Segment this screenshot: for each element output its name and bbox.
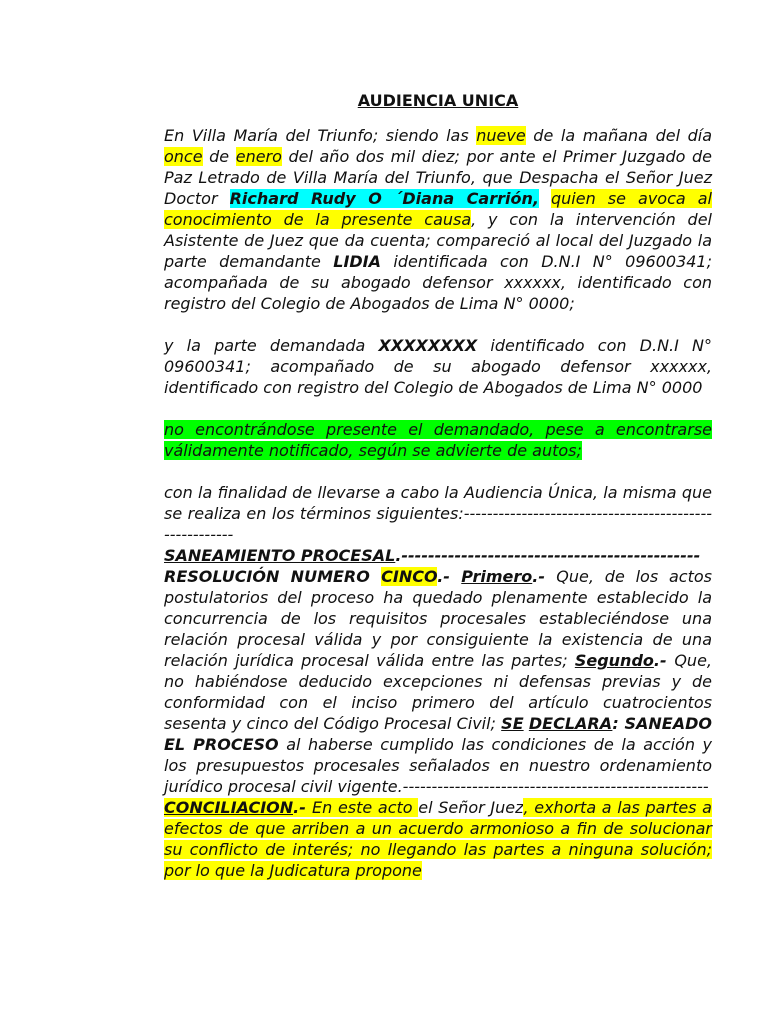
highlight-day: once xyxy=(164,147,203,166)
highlight-text: En este acto xyxy=(312,798,419,817)
paragraph-resolution xyxy=(164,566,712,797)
highlight-judge-name: Richard Rudy O ´Diana Carrión, xyxy=(229,189,539,208)
highlight-avocation: quien se avoca al conocimiento de la presente causa xyxy=(164,189,712,229)
text-run: de la mañana del día xyxy=(525,126,713,145)
paragraph-conciliation xyxy=(164,797,712,881)
heading-saneamiento xyxy=(164,545,712,566)
label-saneado: : SANEADO EL PROCESO xyxy=(164,714,712,754)
text-run: de xyxy=(202,147,236,166)
text-run: y la parte demandada xyxy=(164,336,379,355)
paragraph-opening xyxy=(164,125,712,314)
text-run xyxy=(539,189,551,208)
separator: .- xyxy=(653,651,675,670)
separator: .- xyxy=(532,567,557,586)
defendant-name: XXXXXXXX xyxy=(378,336,478,355)
label-segundo: Segundo xyxy=(574,651,654,670)
paragraph-purpose: con la finalidad de llevarse a cabo la Audiencia Única, la misma que se realiza en los términos siguientes:------------------------------------------------------- xyxy=(164,483,712,544)
paragraph-defendant xyxy=(164,335,712,398)
text-run: del año dos mil diez; por ante el Primer Juzgado de Paz Letrado de Villa María del Triunfo, que Despacha el Señor Juez Doctor xyxy=(164,147,713,208)
text-run: identificado con D.N.I N° 09600341; acompañado de su abogado defensor xxxxxx, identificado con registro del Colegio de Abogados de Lima N° 0000 xyxy=(164,336,713,397)
highlight-resolution-number: CINCO xyxy=(381,567,438,586)
highlight-absence: no encontrándose presente el demandado, pese a encontrarse válidamente notificado, según se advierte de autos; xyxy=(164,420,712,460)
text-run: En Villa María del Triunfo; siendo las xyxy=(164,126,477,145)
text-run: Que, no habiéndose deducido excepciones ni defensas previas y de conformidad con el inciso primero del artículo cuatrocientos sesenta y cinco del Código Procesal Civil; xyxy=(164,651,712,733)
text-run: al haberse cumplido las condiciones de la acción y los presupuestos procesales señalados en nuestro ordenamiento jurídico procesal civil vigente.----------------------------------------------------- xyxy=(164,735,713,796)
highlight-exhortation: , exhorta a las partes a efectos de que arriben a un acuerdo armonioso a fin de solucionar su conflicto de interés; no llegando las partes a ninguna solución; por lo que la Judicatura propone xyxy=(164,798,712,880)
document-page xyxy=(164,90,712,881)
text-run: Que, de los actos postulatorios del proceso ha quedado plenamente establecido la concurrencia de los requisitos procesales estableciéndose una relación procesal válida y por consiguiente la existencia de una relación jurídica procesal válida entre las partes; xyxy=(164,567,712,670)
label-primero: Primero xyxy=(461,567,533,586)
heading-dashes: .--------------------------------------------- xyxy=(395,546,701,565)
heading-saneamiento-label: SANEAMIENTO PROCESAL xyxy=(164,546,396,565)
paragraph-absence xyxy=(164,419,712,461)
plaintiff-name: LIDIA xyxy=(333,252,382,271)
text-run: identificada con D.N.I N° 09600341; acompañada de su abogado defensor xxxxxx, identificado con registro del Colegio de Abogados de Lima N° 0000; xyxy=(164,252,713,313)
highlight-month: enero xyxy=(235,147,282,166)
label-se: SE xyxy=(501,714,524,733)
text-run: el Señor Juez xyxy=(418,798,524,817)
label-declara: DECLARA xyxy=(528,714,613,733)
resolution-label: RESOLUCIÓN NUMERO xyxy=(164,567,382,586)
highlight-hour: nueve xyxy=(476,126,526,145)
text-run: , y con la intervención del Asistente de Juez que da cuenta; compareció al local del Juzgado la parte demandante xyxy=(164,210,713,271)
document-title: AUDIENCIA UNICA xyxy=(357,91,519,110)
separator: .- xyxy=(437,567,462,586)
label-conciliacion: CONCILIACION xyxy=(164,798,294,817)
separator: .- xyxy=(293,798,313,817)
